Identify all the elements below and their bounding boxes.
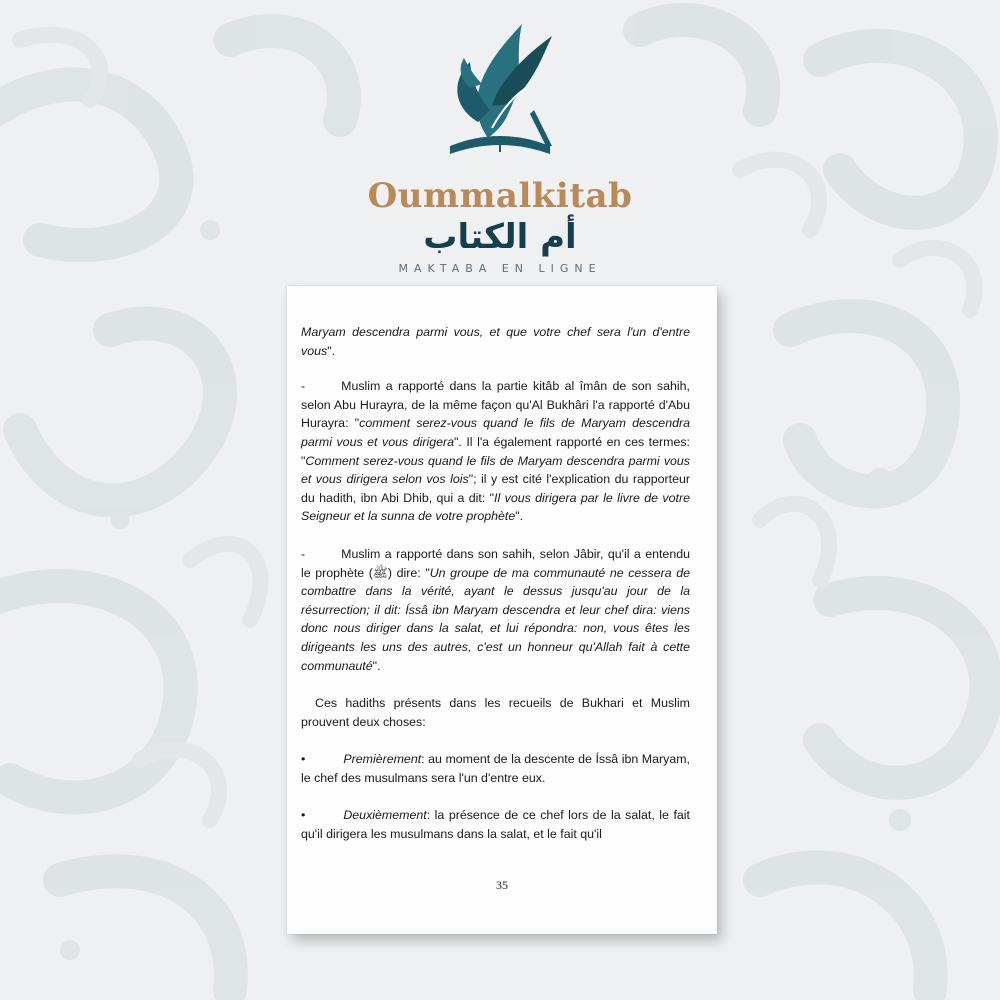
paragraph-6 [301, 806, 690, 843]
p3-dash: - [301, 546, 306, 561]
book-page [287, 286, 717, 934]
p5-label: Premièrement [343, 752, 422, 767]
p6-label: Deuxièmement [343, 808, 427, 823]
paragraph-1 [301, 323, 690, 360]
logo-header [0, 0, 1000, 280]
p1-quote: Maryam descendra parmi vous, et que votre chef sera l'un d'entre vous [301, 325, 690, 358]
p3-text-2: ". [372, 658, 381, 673]
p2-quote-1: comment serez-vous quand le fils de Maryam descendra parmi vous et vous dirigera [301, 416, 690, 449]
quill-book-logo-icon [430, 18, 570, 168]
p2-quote-3: Il vous dirigera par le livre de votre Seigneur et la sunna de votre prophète [301, 490, 690, 524]
page-text [301, 323, 690, 844]
p5-text: : au moment de la descente de Íssâ ibn Maryam, le chef des musulmans sera l'un d'entre eux. [301, 752, 690, 785]
brand-name-arabic: أم الكتاب [423, 217, 577, 257]
brand-name-latin: Oummalkitab [367, 176, 633, 216]
p6-text: : la présence de ce chef lors de la salat, le fait qu'il dirigera les musulmans dans la salat, et le fait qu'il [301, 808, 690, 842]
p2-dash: - [301, 379, 306, 394]
p2-quote-2: Comment serez-vous quand le fils de Maryam descendra parmi vous et vous dirigera selon vos lois [301, 453, 690, 487]
page-number: 35 [496, 878, 508, 892]
p4-text: Ces hadiths présents dans les recueils de Bukhari et Muslim prouvent deux choses: [301, 696, 690, 729]
bullet-icon: • [301, 808, 306, 823]
brand-tagline: MAKTABA EN LIGNE [398, 262, 602, 275]
paragraph-5 [301, 750, 690, 787]
p2-text-4: ". [515, 509, 524, 524]
bullet-icon: • [301, 752, 306, 767]
p2-text-1: Muslim a rapporté dans la partie kitâb al îmân de son sahih, selon Abu Hurayra, de la même façon qu'Al Bukhâri l'a rapporté d'Abu Hurayra: " [301, 379, 690, 431]
paragraph-2 [301, 377, 690, 526]
p2-text-2: ". Il l'a également rapporté en ces termes: " [301, 434, 690, 468]
p2-text-3: "; il y est cité l'explication du rapporteur du hadith, ibn Abi Dhib, qui a dit: " [301, 472, 690, 505]
paragraph-4 [301, 694, 690, 731]
p3-text-1: Muslim a rapporté dans son sahih, selon Jâbir, qu'il a entendu le prophète (ﷺ) dire: " [301, 546, 690, 580]
p3-quote: Un groupe de ma communauté ne cessera de combattre dans la vérité, ayant le dessus jusqu'au jour de la résurrection; il dit: Íssâ ibn Maryam descendra et leur chef dira: viens donc nous diriger dans la salat, et lui répondra: non, vous êtes les dirigeants les uns des autres, c'est un honneur qu'Allah fait à cette communauté [301, 565, 690, 673]
p1-end: ". [327, 343, 336, 358]
paragraph-3 [301, 545, 690, 675]
